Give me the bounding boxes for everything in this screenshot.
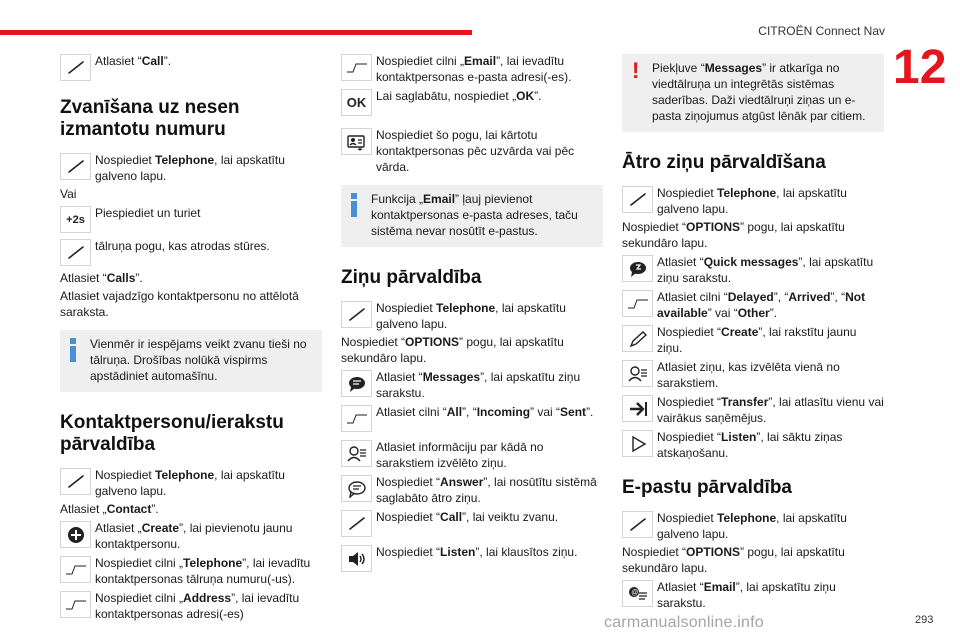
header-accent-bar: [0, 30, 472, 35]
info-icon: [68, 338, 78, 362]
step-text: Nospiediet cilni „Telephone”, lai ievadītu kontaktpersonas tālruņa numuru(-us).: [95, 556, 311, 586]
step-text: Nospiediet šo pogu, lai kārtotu kontaktpersonas pēc uzvārda vai pēc vārda.: [376, 128, 575, 174]
info-icon: [349, 193, 359, 217]
handset-icon: [341, 510, 372, 537]
step-row: [60, 589, 322, 622]
step-row: [622, 358, 884, 391]
paragraph: Atlasiet “Calls”.: [60, 271, 143, 285]
step-row: [622, 578, 884, 611]
step-text: Nospiediet Telephone, lai apskatītu galveno lapu.: [657, 186, 847, 216]
step-text: Nospiediet “Create”, lai rakstītu jaunu ziņu.: [657, 325, 857, 355]
step-row: [341, 403, 603, 434]
header-title: CITROËN Connect Nav: [758, 24, 885, 38]
play-icon: [622, 430, 653, 457]
step-text: Atlasiet cilni “All”, “Incoming” vai “Sent”.: [376, 405, 594, 419]
step-text: Nospiediet Telephone, lai apskatītu galveno lapu.: [95, 468, 285, 498]
paragraph: Nospiediet “OPTIONS” pogu, lai apskatītu sekundāro lapu.: [341, 335, 564, 365]
step-row: [341, 543, 603, 574]
section-heading-messages: Ziņu pārvaldība: [341, 267, 482, 288]
step-text: Nospiediet Telephone, lai apskatītu galveno lapu.: [376, 301, 566, 331]
step-row: [622, 428, 884, 461]
step-text: Nospiediet “Listen”, lai sāktu ziņas atskaņošanu.: [657, 430, 843, 460]
step-text: Nospiediet “Listen”, lai klausītos ziņu.: [376, 545, 578, 559]
paragraph: Atlasiet vajadzīgo kontaktpersonu no attēlotā saraksta.: [60, 289, 299, 319]
step-row: [622, 288, 884, 321]
message-detail-icon: [622, 360, 653, 387]
info-note: [60, 330, 322, 392]
step-row: [60, 554, 322, 587]
message-detail-icon: [341, 440, 372, 467]
step-row: [341, 87, 603, 118]
tab-icon: [341, 54, 372, 81]
tab-icon: [341, 405, 372, 432]
message-bubble-icon: [341, 370, 372, 397]
step-row: [341, 368, 603, 401]
step-text: Atlasiet “Email”, lai apskatītu ziņu sarakstu.: [657, 580, 836, 610]
step-text: Nospiediet Telephone, lai apskatītu galveno lapu.: [657, 511, 847, 541]
step-text: Atlasiet cilni “Delayed”, “Arrived”, “Not available” vai “Other”.: [657, 290, 866, 320]
quick-message-icon: [622, 255, 653, 282]
handset-icon: [60, 239, 91, 266]
warning-note: [622, 54, 884, 132]
step-text: Lai saglabātu, nospiediet „OK”.: [376, 89, 542, 103]
step-text: Nospiediet cilni „Address”, lai ievadītu kontaktpersonas adresi(-es): [95, 591, 300, 621]
step-row: [622, 184, 884, 217]
step-row: [341, 52, 603, 85]
tab-icon: [622, 290, 653, 317]
step-row: [341, 473, 603, 506]
paragraph: Nospiediet “OPTIONS” pogu, lai apskatītu sekundāro lapu.: [622, 545, 845, 575]
step-row: [60, 466, 322, 499]
step-row: [60, 151, 322, 184]
step-text: Nospiediet cilni „Email”, lai ievadītu kontaktpersonas e-pasta adresi(-es).: [376, 54, 572, 84]
step-row: [60, 237, 322, 268]
handset-icon: [622, 186, 653, 213]
handset-icon: [60, 153, 91, 180]
watermark: carmanualsonline.info: [604, 614, 764, 631]
section-heading-contacts: Kontaktpersonu/ierakstu pārvaldība: [60, 412, 284, 455]
step-row: [341, 299, 603, 332]
handset-icon: [60, 54, 91, 81]
tab-icon: [60, 591, 91, 618]
step-row: [60, 519, 322, 552]
section-heading-quick-messages: Ātro ziņu pārvaldīšana: [622, 152, 826, 173]
step-row: [622, 509, 884, 542]
paragraph: Atlasiet „Contact”.: [60, 502, 159, 516]
contact-sort-icon: [341, 128, 372, 155]
column-3: [622, 52, 884, 613]
note-text: Funkcija „Email” ļauj pievienot kontaktpersonas e-pasta adreses, taču sistēma nevar nosūtīt e-pastus.: [371, 192, 578, 238]
chapter-number: 12: [893, 41, 947, 94]
step-text: Nospiediet “Call”, lai veiktu zvanu.: [376, 510, 559, 524]
step-row: [341, 438, 603, 471]
step-row: [341, 126, 603, 175]
step-row: [622, 253, 884, 286]
speaker-icon: [341, 545, 372, 572]
ok-icon: OK: [341, 89, 372, 116]
page-number: 293: [915, 614, 934, 626]
answer-message-icon: [341, 475, 372, 502]
tab-icon: [60, 556, 91, 583]
section-heading-recent-call: Zvanīšana uz nesen izmantotu numuru: [60, 97, 240, 140]
step-text: Atlasiet informāciju par kādā no sarakstiem izvēlēto ziņu.: [376, 440, 544, 470]
step-row: [341, 508, 603, 539]
step-text: Nospiediet Telephone, lai apskatītu galveno lapu.: [95, 153, 285, 183]
add-circle-icon: [60, 521, 91, 548]
step-text: Atlasiet “Call”.: [95, 54, 172, 68]
note-text: Piekļuve “Messages” ir atkarīga no viedtālruņa un integrētās sistēmas saderības. Daži viedtālruņi ziņas un e-pasta ziņojumus atgūst lēnāk par citiem.: [652, 61, 866, 123]
column-1: [60, 52, 322, 624]
step-text: Atlasiet „Create”, lai pievienotu jaunu kontaktpersonu.: [95, 521, 293, 551]
step-text: Piespiediet un turiet: [95, 206, 201, 220]
step-row: [60, 204, 322, 235]
step-text: Atlasiet “Quick messages”, lai apskatītu ziņu sarakstu.: [657, 255, 874, 285]
section-heading-email: E-pastu pārvaldība: [622, 477, 792, 498]
handset-icon: [341, 301, 372, 328]
step-row: [622, 393, 884, 426]
step-text: Atlasiet “Messages”, lai apskatītu ziņu sarakstu.: [376, 370, 581, 400]
warning-icon: !: [632, 58, 640, 83]
press-2s-icon: +2s: [60, 206, 91, 233]
step-row: [60, 52, 322, 83]
paragraph: Nospiediet “OPTIONS” pogu, lai apskatītu sekundāro lapu.: [622, 220, 845, 250]
note-text: Vienmēr ir iespējams veikt zvanu tieši no tālruņa. Drošības nolūkā vispirms apstādiniet automašīnu.: [90, 337, 307, 383]
step-text: tālruņa pogu, kas atrodas stūres.: [95, 239, 270, 253]
handset-icon: [622, 511, 653, 538]
info-note: [341, 185, 603, 247]
svg-text:@: @: [630, 589, 638, 596]
transfer-arrow-icon: [622, 395, 653, 422]
step-text: Nospiediet “Answer”, lai nosūtītu sistēmā saglabāto ātro ziņu.: [376, 475, 597, 505]
step-text: Atlasiet ziņu, kas izvēlēta vienā no sarakstiem.: [657, 360, 840, 390]
step-row: [622, 323, 884, 356]
step-text: Nospiediet “Transfer”, lai atlasītu vienu vai vairākus saņēmējus.: [657, 395, 884, 425]
handset-icon: [60, 468, 91, 495]
pencil-icon: [622, 325, 653, 352]
paragraph: Vai: [60, 187, 77, 201]
column-2: [341, 52, 603, 576]
email-icon: [622, 580, 653, 607]
